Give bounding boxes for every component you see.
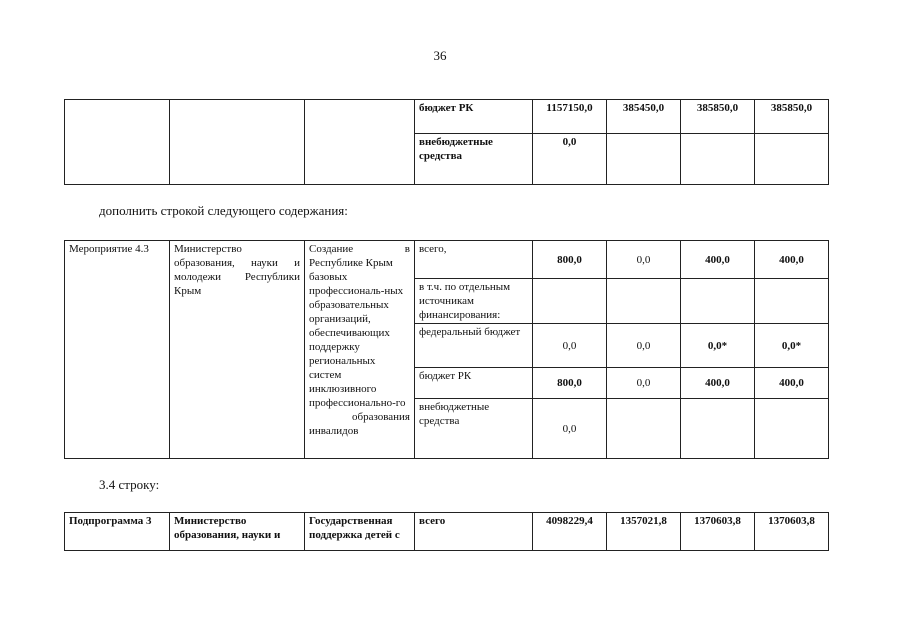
description-word: в [404, 243, 410, 255]
value-cell: 0,0 [533, 399, 607, 459]
description-cell: Государственная поддержка детей с [305, 513, 415, 551]
table-row [65, 513, 829, 551]
source-cell: федеральный бюджет [415, 324, 533, 368]
value-cell: 1357021,8 [607, 513, 681, 551]
value-cell: 800,0 [533, 368, 607, 399]
empty-cell [170, 100, 305, 185]
table-continuation [64, 99, 829, 185]
table-subprogram [64, 512, 829, 551]
value-cell [607, 399, 681, 459]
value-cell [755, 134, 829, 185]
value-cell [607, 134, 681, 185]
value-cell: 385450,0 [607, 100, 681, 134]
source-cell: всего, [415, 241, 533, 279]
value-cell: 0,0 [533, 324, 607, 368]
value-cell: 800,0 [533, 241, 607, 279]
value-cell: 0,0 [607, 241, 681, 279]
description-text: Республике Крым базовых профессиональ-ных образовательных организаций, обеспечивающих поддержку региональных систем инклюзивного профессионально-го [309, 257, 406, 409]
value-cell [533, 279, 607, 324]
value-cell: 0,0 [607, 324, 681, 368]
empty-cell [65, 100, 170, 185]
executor-cell: Министерство образования, науки и [170, 513, 305, 551]
page-number: 36 [433, 48, 447, 63]
description-text: инвалидов [309, 425, 359, 437]
value-cell [681, 399, 755, 459]
description-word: Создание [309, 243, 354, 255]
description-cell [305, 241, 415, 459]
instruction-paragraph: дополнить строкой следующего содержания: [99, 203, 348, 218]
value-cell: 1370603,8 [755, 513, 829, 551]
value-cell: 400,0 [755, 368, 829, 399]
value-cell: 0,0* [681, 324, 755, 368]
source-cell: всего [415, 513, 533, 551]
table-row [65, 100, 829, 134]
value-cell: 400,0 [681, 368, 755, 399]
measure-cell: Мероприятие 4.3 [65, 241, 170, 459]
value-cell: 4098229,4 [533, 513, 607, 551]
subprogram-cell: Подпрограмма 3 [65, 513, 170, 551]
value-cell [755, 279, 829, 324]
value-cell: 400,0 [755, 241, 829, 279]
source-cell: бюджет РК [415, 100, 533, 134]
description-text: образования [351, 411, 410, 423]
value-cell: 0,0* [755, 324, 829, 368]
table-row [65, 241, 829, 279]
source-cell: в т.ч. по отдельным источникам финансирования: [415, 279, 533, 324]
value-cell: 0,0 [533, 134, 607, 185]
source-cell: внебюджетные средства [415, 134, 533, 185]
value-cell: 1157150,0 [533, 100, 607, 134]
executor-cell: Министерство образования, науки и молодежи Республики Крым [170, 241, 305, 459]
empty-cell [305, 100, 415, 185]
value-cell: 385850,0 [681, 100, 755, 134]
value-cell: 400,0 [681, 241, 755, 279]
value-cell: 0,0 [607, 368, 681, 399]
value-cell [681, 279, 755, 324]
table-measure [64, 240, 829, 459]
value-cell [681, 134, 755, 185]
instruction-paragraph: 3.4 строку: [99, 477, 160, 492]
value-cell: 1370603,8 [681, 513, 755, 551]
source-cell: внебюджетные средства [415, 399, 533, 459]
value-cell [755, 399, 829, 459]
value-cell: 385850,0 [755, 100, 829, 134]
source-cell: бюджет РК [415, 368, 533, 399]
value-cell [607, 279, 681, 324]
